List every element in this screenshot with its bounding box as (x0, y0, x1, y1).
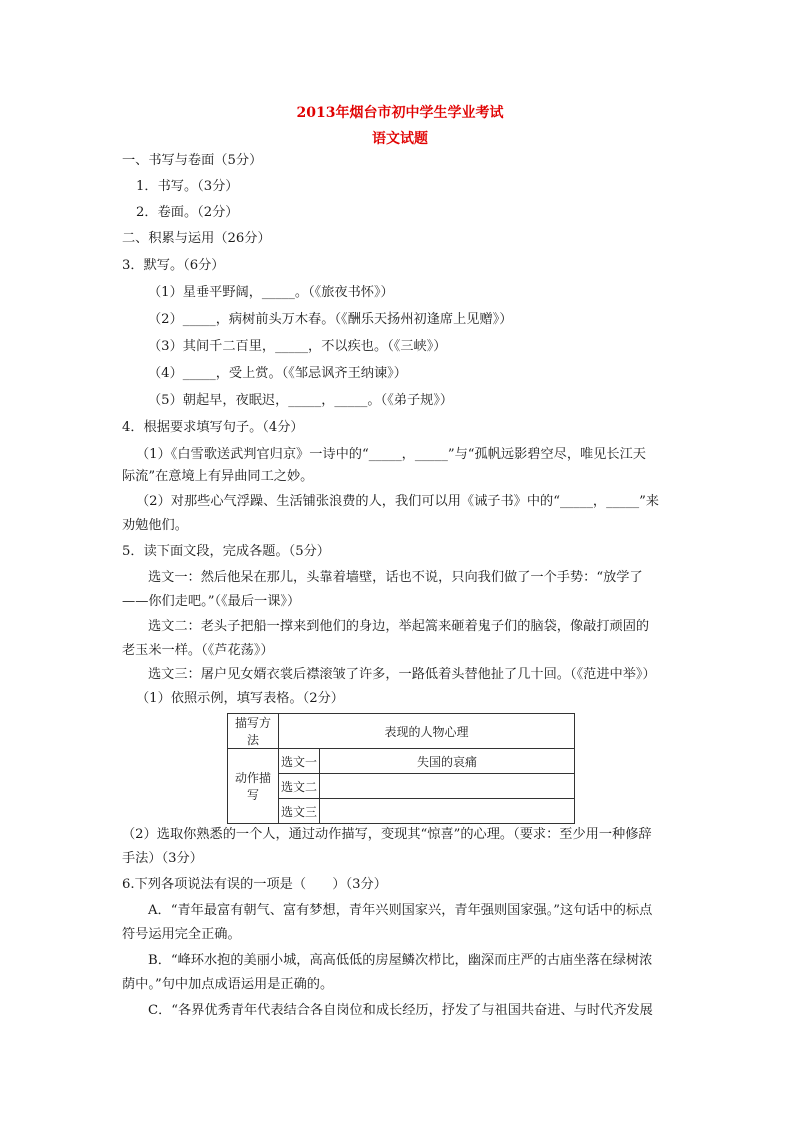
table-row-label: 选文二 (279, 774, 320, 799)
question-line: （1）星垂平野阔，_____。（《旅夜书怀》） (148, 285, 394, 300)
question-line: （1）依照示例，填写表格。（2分） (136, 691, 344, 706)
option-line: 荫中。”句中加点成语运用是正确的。 (122, 977, 334, 992)
question-line: 手法）（3分） (122, 851, 203, 866)
exam-title: 2013年烟台市初中学生学业考试 (296, 105, 504, 121)
table-row-label: 选文三 (279, 799, 320, 824)
question-line: 2．卷面。（2分） (136, 205, 239, 220)
passage-line: 选文二：老头子把船一撑来到他们的身边，举起篙来砸着鬼子们的脑袋，像敲打顽固的 (148, 619, 650, 634)
question-line: 1．书写。（3分） (136, 179, 239, 194)
question-line: （3）其间千二百里，_____，不以疾也。（《三峡》） (148, 339, 447, 354)
question-line: （4）_____，受上赏。（《邹忌讽齐王纳谏》） (148, 366, 407, 381)
option-line: A．“青年最富有朝气、富有梦想，青年兴则国家兴，青年强则国家强。”这句话中的标点 (148, 903, 653, 918)
table-cell (320, 774, 575, 799)
table-header-method: 描写方法 (228, 714, 279, 749)
option-line: B．“峰环水抱的美丽小城，高高低低的房屋鳞次栉比，幽深而庄严的古庙坐落在绿树浓 (148, 953, 653, 968)
answer-table (227, 713, 575, 824)
question-line: （5）朝起早，夜眠迟，_____，_____。（《弟子规》） (148, 393, 454, 408)
question-line: （2）_____，病树前头万木春。（《酬乐天扬州初逢席上见赠》） (148, 312, 513, 327)
option-line: C．“各界优秀青年代表结合各自岗位和成长经历，抒发了与祖国共奋进、与时代齐发展 (148, 1003, 653, 1018)
question-line: （1）《白雪歌送武判官归京》一诗中的“_____，_____”与“孤帆远影碧空尽，唯见长江天 (136, 447, 646, 462)
section-heading: 一、书写与卷面（5分） (122, 153, 263, 168)
table-header-mind: 表现的人物心理 (279, 714, 575, 749)
question-line: （2）选取你熟悉的一个人，通过动作描写，变现其“惊喜”的心理。（要求：至少用一种修辞 (122, 827, 652, 842)
passage-line: ——你们走吧。”（《最后一课》） (122, 594, 301, 609)
question-line: 3．默写。（6分） (122, 258, 225, 273)
section-heading: 二、积累与运用（26分） (122, 231, 271, 246)
question-line: 6.下列各项说法有误的一项是（ ）（3分） (122, 877, 387, 892)
table-cell: 失国的哀痛 (320, 749, 575, 774)
passage-line: 选文一：然后他呆在那儿，头靠着墙壁，话也不说，只向我们做了一个手势：“放学了 (148, 570, 643, 585)
table-cell (320, 799, 575, 824)
passage-line: 老玉米一样。（《芦花荡》） (122, 643, 274, 658)
table-merged-method: 动作描写 (228, 749, 279, 824)
question-line: 际流”在意境上有异曲同工之妙。 (122, 469, 314, 484)
table-row-label: 选文一 (279, 749, 320, 774)
option-line: 符号运用完全正确。 (122, 927, 241, 942)
question-line: 5．读下面文段，完成各题。（5分） (122, 544, 330, 559)
question-line: 劝勉他们。 (122, 518, 188, 533)
passage-line: 选文三：屠户见女婿衣裳后襟滚皱了许多，一路低着头替他扯了几十回。（《范进中举》） (148, 667, 656, 682)
question-line: （2）对那些心气浮躁、生活铺张浪费的人，我们可以用《诫子书》中的“_____，_____”来 (136, 494, 659, 509)
question-line: 4．根据要求填写句子。（4分） (122, 420, 304, 435)
exam-subtitle: 语文试题 (372, 131, 428, 147)
